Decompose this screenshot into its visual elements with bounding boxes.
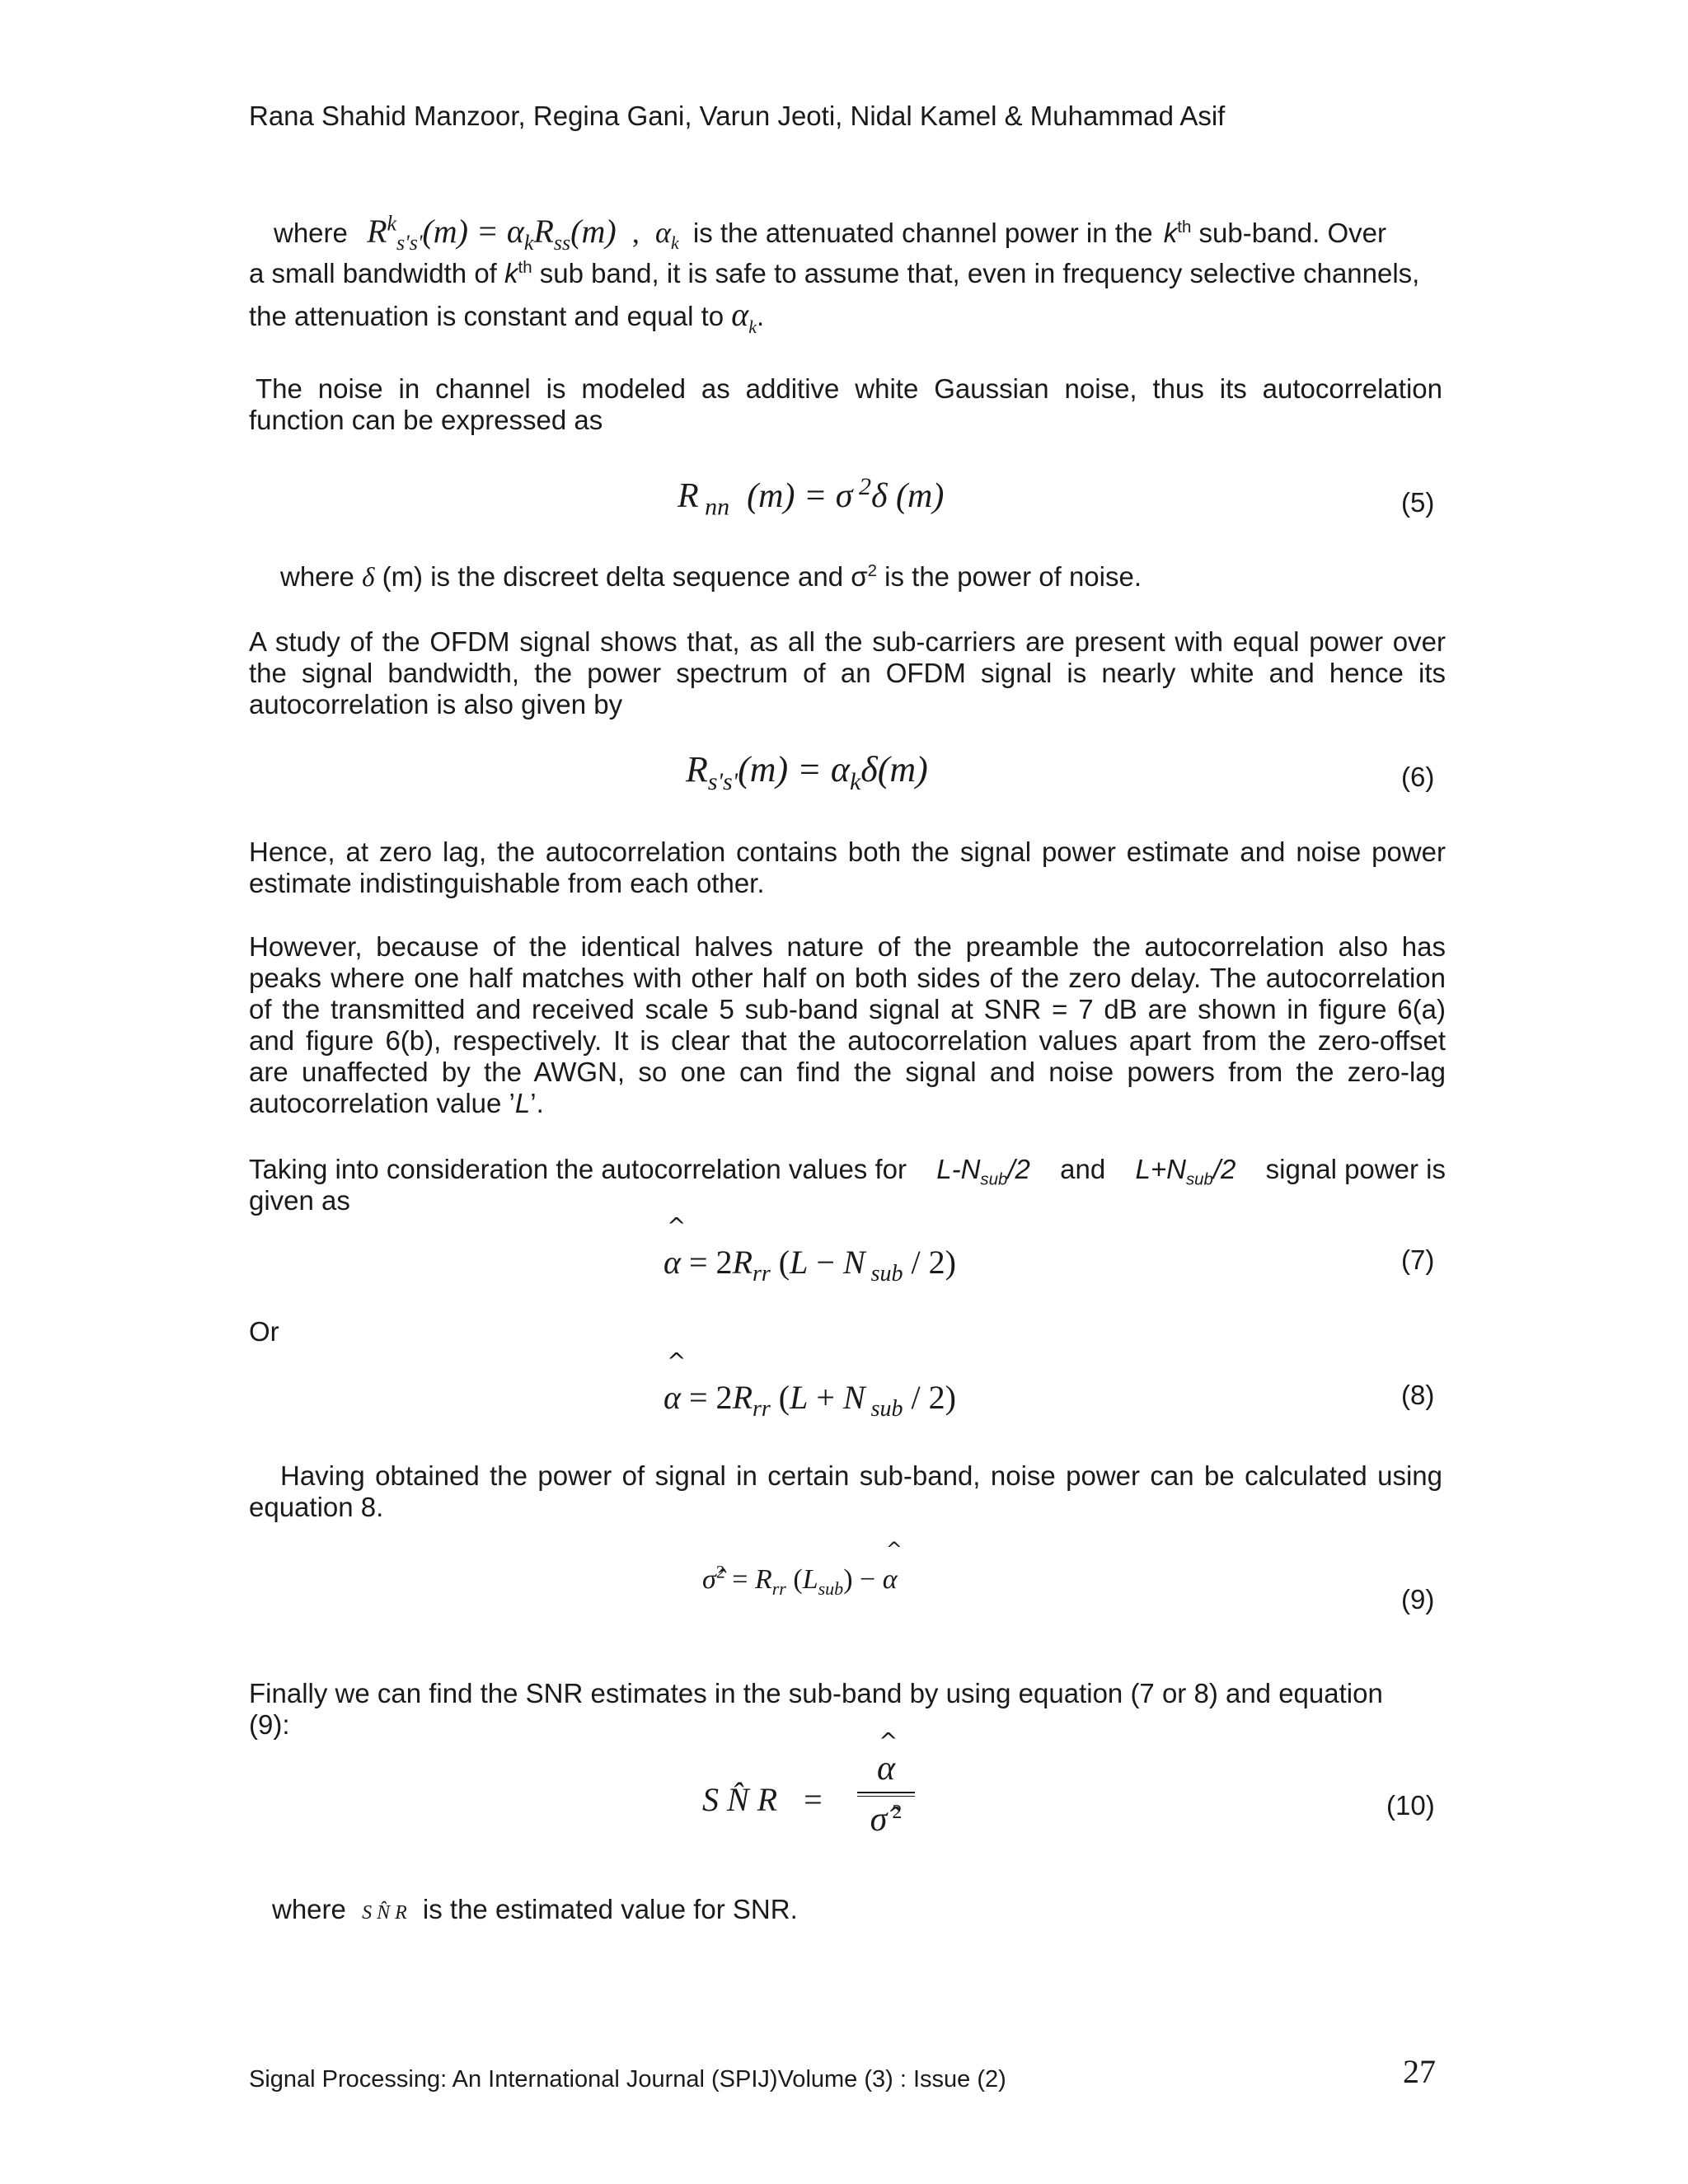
para1-where: where bbox=[274, 218, 348, 248]
equation-5: R $_{nn}$ (m) = σ $^2$δ (m) bbox=[678, 473, 945, 521]
equation-8: ^ $\alpha = 2R_{rr}$ (L + N $_{sub}$ / 2) bbox=[663, 1347, 956, 1422]
para7-half1: /2 bbox=[1007, 1154, 1030, 1184]
para2 bbox=[249, 373, 1442, 436]
equation-6: $R_{s's'}(m) = \alpha_k\delta(m)$ bbox=[686, 749, 928, 795]
para8-line2: equation 8. bbox=[249, 1492, 384, 1522]
delta-symbol: δ bbox=[362, 563, 375, 593]
para7-line2: given as bbox=[249, 1185, 350, 1216]
para9-line2: (9): bbox=[249, 1709, 290, 1740]
para2-line1: The noise in channel is modeled as additive white Gaussian noise, thus its autocorrelation bbox=[256, 373, 1442, 404]
sub-label: sub bbox=[980, 1169, 1008, 1189]
para9 bbox=[249, 1678, 1383, 1741]
para5-line1: Hence, at zero lag, the autocorrelation contains both the signal power estimate and noise power bbox=[249, 837, 1446, 867]
para6-line2: peaks where one half matches with other half on both sides of the zero delay. The autocorrelation bbox=[249, 963, 1446, 993]
para6-line3: of the transmitted and received scale 5 sub-band signal at SNR = 7 dB are shown in figure 6(a) bbox=[249, 994, 1446, 1024]
para1-line1 bbox=[274, 211, 1386, 255]
para1-line3: the attenuation is constant and equal to $\alpha_k$. bbox=[249, 296, 765, 337]
para1-line2 bbox=[249, 258, 1419, 289]
para8-line1: Having obtained the power of signal in certain sub-band, noise power can be calculated using bbox=[280, 1460, 1442, 1491]
para6 bbox=[249, 931, 1446, 1119]
para1-line3-text: the attenuation is constant and equal to bbox=[249, 301, 724, 331]
hat-icon: ^ bbox=[667, 1212, 687, 1240]
snr-hat-inline: S N̂ R bbox=[362, 1902, 407, 1924]
para7-line1 bbox=[249, 1154, 1446, 1189]
hat-icon: ^ bbox=[879, 1727, 898, 1755]
para1-line2-a: a small bandwidth of bbox=[249, 258, 497, 288]
para3 bbox=[280, 561, 1142, 593]
para6-line1: However, because of the identical halves nature of the preamble the autocorrelation also has bbox=[249, 931, 1446, 962]
para7-a: Taking into consideration the autocorrelation values for bbox=[249, 1154, 907, 1184]
th-sup: th bbox=[1177, 218, 1192, 237]
eq10-numerator: ^ α bbox=[876, 1727, 898, 1788]
eq7-number: (7) bbox=[1401, 1244, 1435, 1275]
eq10-denominator: σ̂ $^2$ bbox=[870, 1801, 903, 1839]
para2-line2: function can be expressed as bbox=[249, 405, 603, 435]
para5-line2: estimate indistinguishable from each other. bbox=[249, 868, 765, 898]
sigma-squared: $\sigma^2$ bbox=[851, 561, 877, 592]
para4-line3: autocorrelation is also given by bbox=[249, 689, 623, 719]
para6-l6b: L bbox=[514, 1088, 531, 1118]
k-letter: k bbox=[504, 258, 518, 288]
para8 bbox=[249, 1460, 1442, 1523]
para7-lplusn: L+N bbox=[1135, 1154, 1186, 1184]
para4-line2: the signal bandwidth, the power spectrum of an OFDM signal is nearly white and hence its bbox=[249, 658, 1446, 688]
eq5-number: (5) bbox=[1401, 487, 1435, 518]
eq10-number: (10) bbox=[1386, 1790, 1435, 1821]
para10-text: is the estimated value for SNR. bbox=[422, 1894, 798, 1924]
para5 bbox=[249, 837, 1446, 899]
para6-line4: and figure 6(b), respectively. It is clear that the autocorrelation values apart from the zero-offset bbox=[249, 1025, 1446, 1056]
alpha-k: $\alpha_k$ bbox=[731, 296, 757, 337]
para10-where: where bbox=[272, 1894, 346, 1924]
para1-line2-b: sub band, it is safe to assume that, even in frequency selective channels, bbox=[539, 258, 1420, 288]
eq9-number: (9) bbox=[1401, 1584, 1435, 1615]
eq10-fraction bbox=[857, 1727, 915, 1840]
para9-line1: Finally we can find the SNR estimates in the sub-band by using equation (7 or 8) and equation bbox=[249, 1678, 1383, 1708]
para3-text-b: (m) is the discreet delta sequence and bbox=[382, 561, 844, 592]
hat-icon: ^ bbox=[667, 1347, 687, 1375]
comma: , bbox=[631, 216, 640, 249]
eq8-number: (8) bbox=[1401, 1380, 1435, 1410]
para6-line5: are unaffected by the AWGN, so one can find the signal and noise powers from the zero-lag bbox=[249, 1057, 1446, 1087]
para1-text-c: sub-band. Over bbox=[1198, 218, 1386, 248]
para7 bbox=[249, 1154, 1446, 1216]
alpha-k: $\alpha_k$ bbox=[655, 216, 679, 254]
th-sup: th bbox=[518, 258, 532, 277]
equation-7: ^ $\alpha = 2R_{rr}$ (L − N $_{sub}$ / 2) bbox=[663, 1212, 956, 1286]
hat-icon: ^ bbox=[885, 1538, 903, 1561]
running-header: Rana Shahid Manzoor, Regina Gani, Varun Jeoti, Nidal Kamel & Muhammad Asif bbox=[249, 101, 1226, 131]
para4 bbox=[249, 626, 1446, 720]
page-number: 27 bbox=[1403, 2053, 1436, 2090]
footer-journal: Signal Processing: An International Journal (SPIJ)Volume (3) : Issue (2) bbox=[249, 2066, 1006, 2093]
eq-rss-k: $R^k_{s's'}(m) = \alpha_kR_{ss}(m)$ bbox=[367, 211, 617, 255]
or-label: Or bbox=[249, 1316, 279, 1347]
para6-line6 bbox=[249, 1088, 1446, 1119]
eq6-number: (6) bbox=[1401, 762, 1435, 792]
para7-g: signal power is bbox=[1265, 1154, 1446, 1184]
para6-l6a: autocorrelation value ’ bbox=[249, 1088, 515, 1118]
para7-lminusn: L-N bbox=[936, 1154, 981, 1184]
sub-label: sub bbox=[1185, 1169, 1213, 1189]
equation-9: σ̂$^2$ = $R_{rr}$ $(L_{sub})$ − ^ α bbox=[702, 1538, 903, 1599]
equation-10: S N̂ R = bbox=[702, 1781, 823, 1818]
para1-text-b: is the attenuated channel power in the bbox=[692, 218, 1153, 248]
k-letter: k bbox=[1163, 218, 1178, 248]
para3-where: where bbox=[280, 561, 354, 592]
para6-l6c: ’. bbox=[530, 1088, 544, 1118]
para4-line1: A study of the OFDM signal shows that, as all the sub-carriers are present with equal power over bbox=[249, 626, 1446, 657]
para7-half2: /2 bbox=[1212, 1154, 1236, 1184]
fraction-bar bbox=[857, 1792, 915, 1797]
para10 bbox=[272, 1894, 798, 1929]
para7-and: and bbox=[1060, 1154, 1106, 1184]
para3-text-c: is the power of noise. bbox=[884, 561, 1142, 592]
